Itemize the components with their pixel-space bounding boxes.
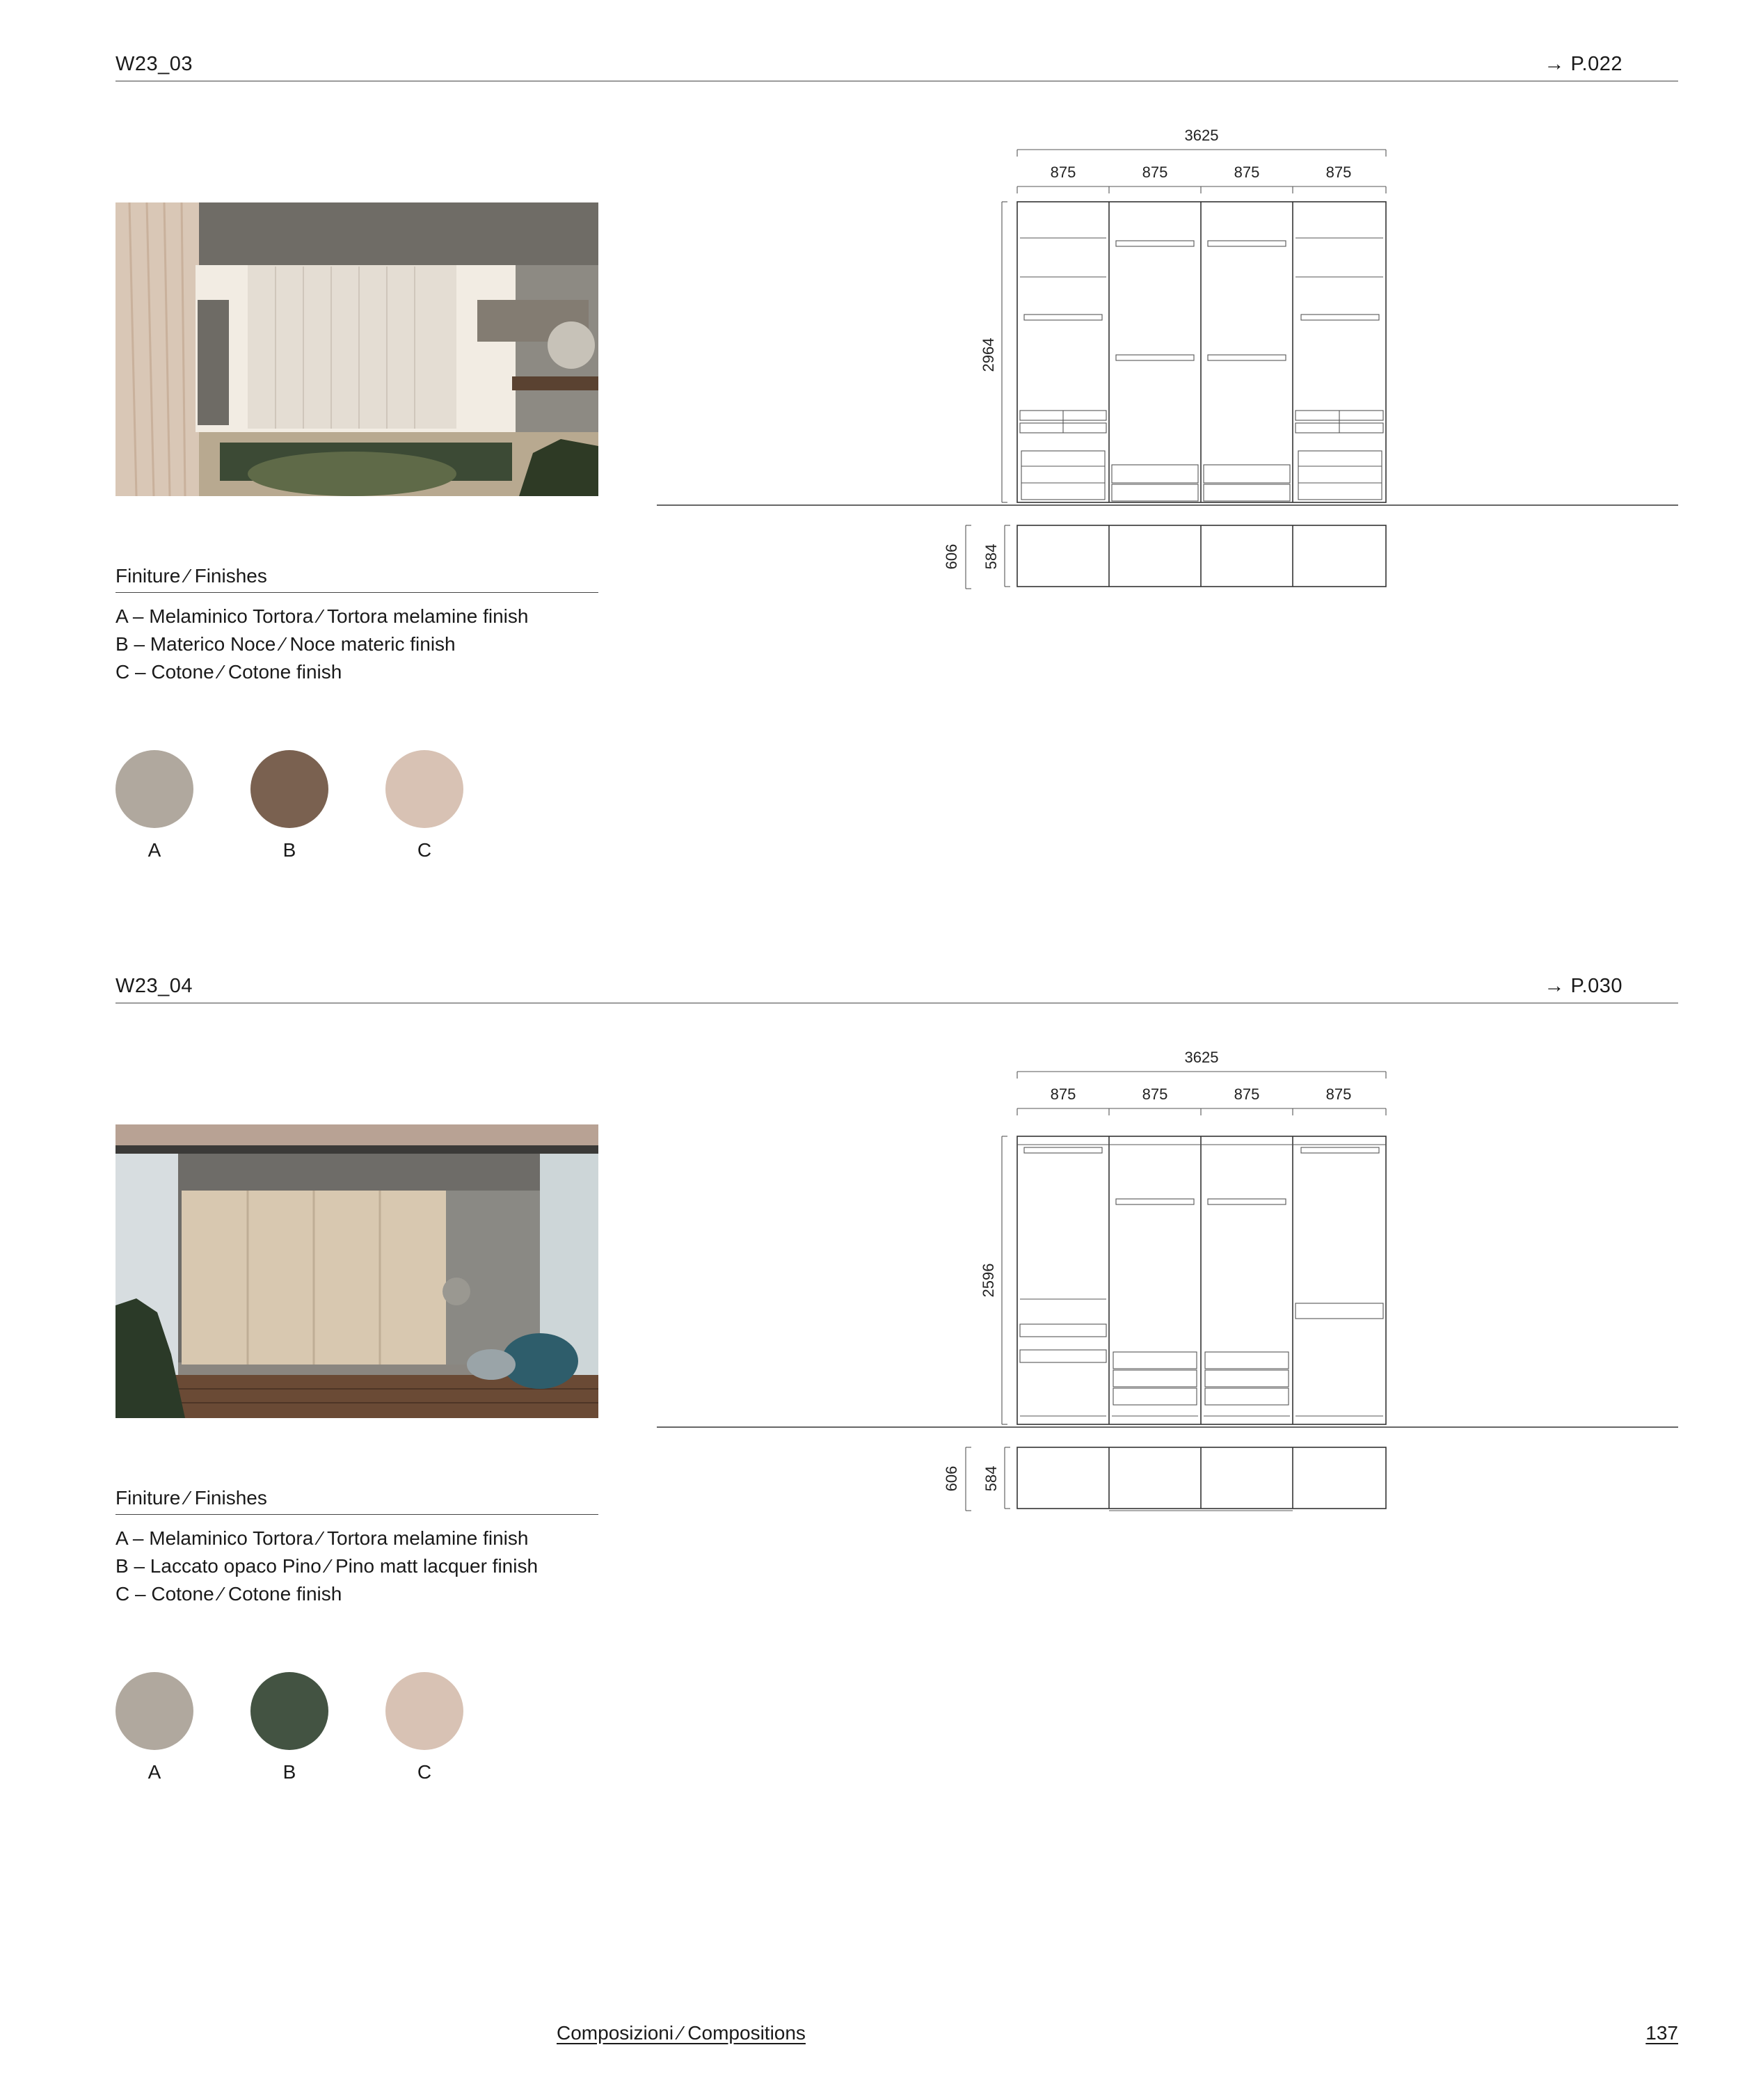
depth-outer-label: 606	[943, 1465, 960, 1492]
swatch-b	[250, 750, 328, 861]
total-width-label: 3625	[1184, 127, 1219, 144]
swatch-c-label: C	[417, 839, 432, 861]
module-width-label: 875	[1234, 1085, 1260, 1103]
module-width-label: 875	[1050, 1085, 1076, 1103]
finishes-list	[115, 603, 528, 686]
page-number[interactable]: 137	[1645, 2022, 1678, 2044]
swatch-c-color	[385, 1672, 463, 1750]
depth-outer-label: 606	[943, 543, 960, 570]
swatch-b-color	[250, 750, 328, 828]
total-width-label: 3625	[1184, 1049, 1219, 1066]
module-width-label: 875	[1142, 1085, 1168, 1103]
swatch-c	[385, 1672, 463, 1783]
swatch-a-color	[115, 1672, 193, 1750]
module-width-label: 875	[1142, 164, 1168, 181]
swatch-b-label: B	[282, 839, 296, 861]
swatch-c-color	[385, 750, 463, 828]
swatch-a	[115, 750, 193, 861]
swatch-c-label: C	[417, 1761, 432, 1783]
finishes-divider	[115, 592, 598, 593]
composition-w23-03	[0, 0, 1738, 905]
finish-item: B – Laccato opaco Pino ⁄ Pino matt lacquer finish	[115, 1555, 539, 1577]
height-label: 2596	[980, 1263, 997, 1298]
finishes-list	[115, 1525, 538, 1608]
module-width-label: 875	[1050, 164, 1076, 181]
finish-item: B – Materico Noce ⁄ Noce materic finish	[115, 633, 456, 655]
composition-code: W23_04	[115, 975, 193, 997]
swatch-c	[385, 750, 463, 861]
section-footer-link[interactable]: Composizioni ⁄ Compositions	[557, 2022, 806, 2044]
swatch-a-label: A	[148, 1761, 161, 1783]
finishes-title: Finiture ⁄ Finishes	[115, 1487, 267, 1509]
swatch-a-label: A	[148, 839, 161, 861]
swatch-a	[115, 1672, 193, 1783]
page-reference-link[interactable]: → P.022	[1544, 53, 1623, 75]
swatch-b-label: B	[282, 1761, 296, 1783]
finishes-divider	[115, 1514, 598, 1515]
depth-inner-label: 584	[982, 543, 1000, 570]
height-label: 2964	[980, 337, 997, 372]
composition-code: W23_03	[115, 53, 193, 75]
finish-item: C – Cotone ⁄ Cotone finish	[115, 661, 342, 683]
technical-drawing	[647, 1040, 1691, 1527]
finishes-title: Finiture ⁄ Finishes	[115, 565, 267, 587]
depth-inner-label: 584	[982, 1465, 1000, 1492]
swatch-a-color	[115, 750, 193, 828]
finish-item: A – Melaminico Tortora ⁄ Tortora melamine finish	[115, 1527, 529, 1549]
finish-swatches	[115, 1672, 477, 1790]
module-width-label: 875	[1325, 1085, 1352, 1103]
swatch-b	[250, 1672, 328, 1783]
module-width-label: 875	[1234, 164, 1260, 181]
finish-swatches	[115, 750, 477, 868]
finish-item: C – Cotone ⁄ Cotone finish	[115, 1583, 342, 1605]
room-photo	[115, 1124, 598, 1418]
page-reference-link[interactable]: → P.030	[1544, 975, 1623, 997]
module-width-label: 875	[1325, 164, 1352, 181]
technical-drawing	[647, 118, 1691, 605]
composition-w23-04	[0, 922, 1738, 1827]
swatch-b-color	[250, 1672, 328, 1750]
room-photo	[115, 202, 598, 496]
finish-item: A – Melaminico Tortora ⁄ Tortora melamine finish	[115, 605, 529, 627]
